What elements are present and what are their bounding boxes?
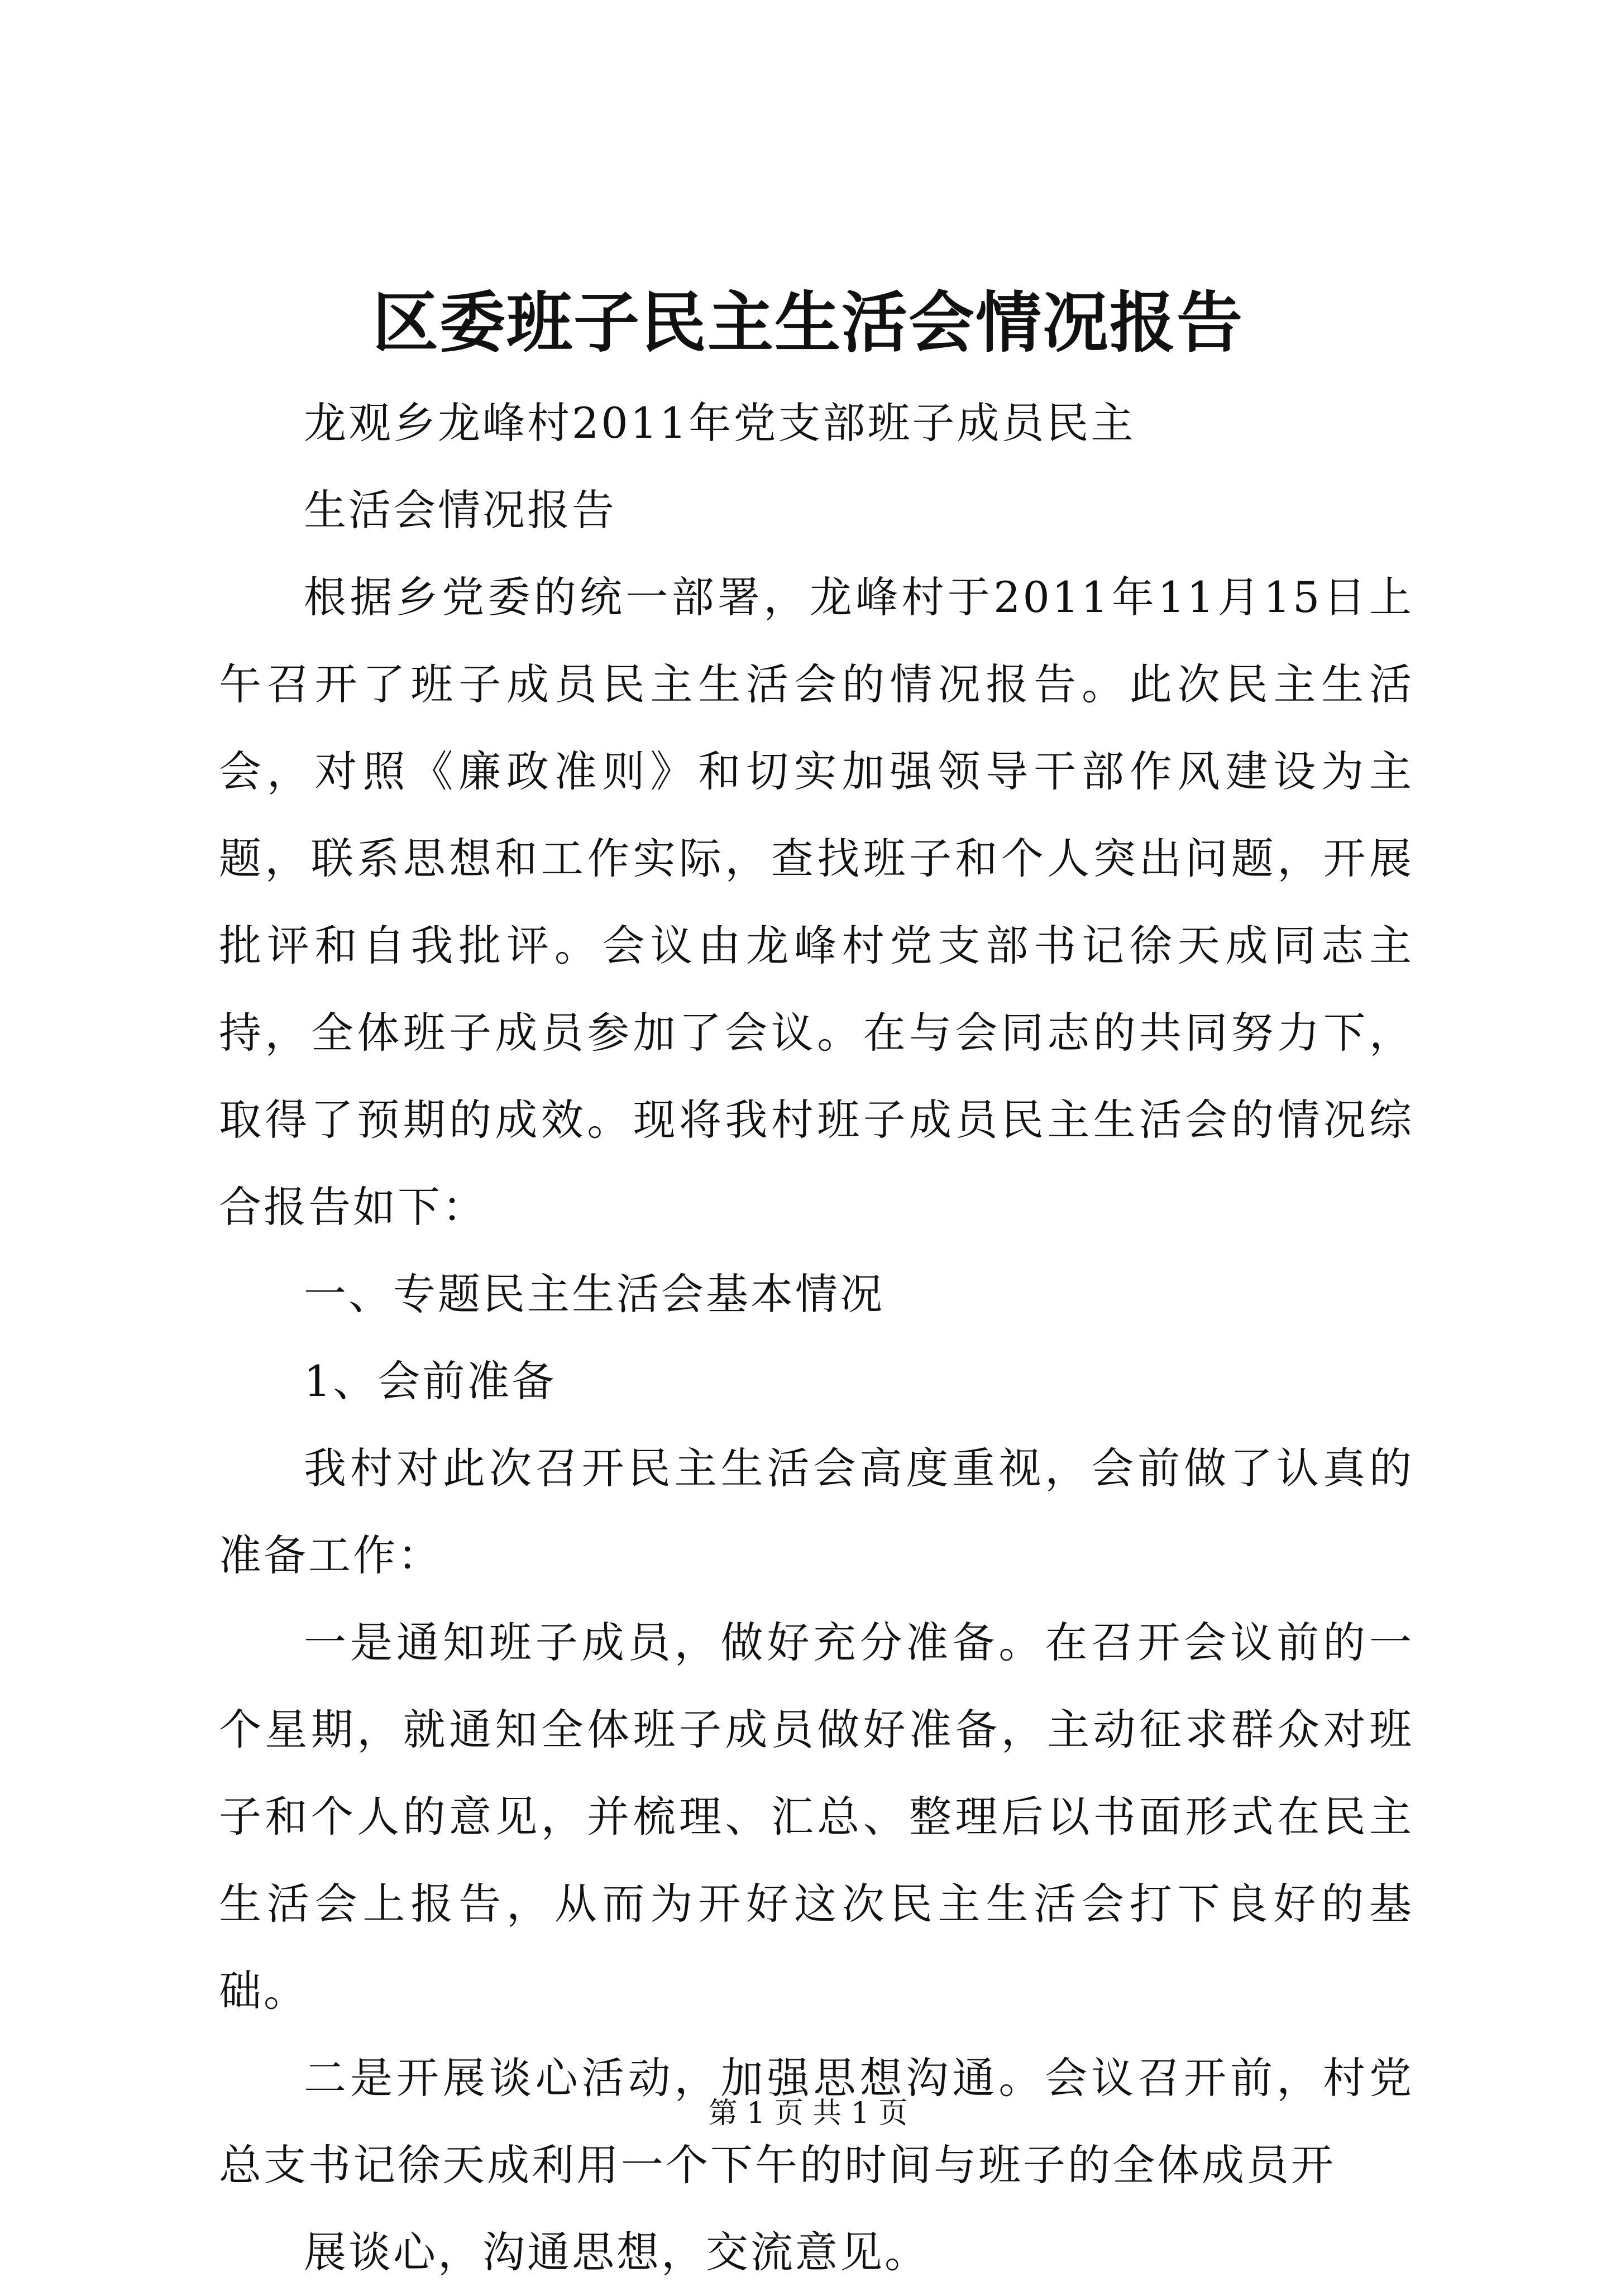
subsection-heading: 1、会前准备 <box>304 1356 557 1406</box>
paragraph: 二是开展谈心活动，加强思想沟通。会议召开前，村党总支书记徐天成利用一个下午的时间与班子的全体成员开 <box>219 2053 1414 2190</box>
section-heading: 一、专题民主生活会基本情况 <box>304 1269 885 1319</box>
paragraph: 生活会情况报告 <box>304 485 616 535</box>
page-footer: 第 1 页 共 1 页 <box>708 2097 908 2130</box>
paragraph: 展谈心，沟通思想，交流意见。 <box>304 2227 929 2277</box>
document-title: 区委班子民主生活会情况报告 <box>372 284 1244 361</box>
document-body <box>219 380 1414 2296</box>
paragraph: 我村对此次召开民主生活会高度重视，会前做了认真的准备工作： <box>219 1443 1414 1580</box>
paragraph: 一是通知班子成员，做好充分准备。在召开会议前的一个星期，就通知全体班子成员做好准备，主动征求群众对班子和个人的意见，并梳理、汇总、整理后以书面形式在民主生活会上报告，从而为开好这次民主生活会打下良好的基础。 <box>219 1618 1414 2016</box>
paragraph: 龙观乡龙峰村2011年党支部班子成员民主 <box>304 398 1136 448</box>
paragraph: 根据乡党委的统一部署，龙峰村于2011年11月15日上午召开了班子成员民主生活会的情况报告。此次民主生活会，对照《廉政准则》和切实加强领导干部作风建设为主题，联系思想和工作实际，查找班子和个人突出问题，开展批评和自我批评。会议由龙峰村党支部书记徐天成同志主持，全体班子成员参加了会议。在与会同志的共同努力下，取得了预期的成效。现将我村班子成员民主生活会的情况综合报告如下： <box>219 572 1414 1232</box>
